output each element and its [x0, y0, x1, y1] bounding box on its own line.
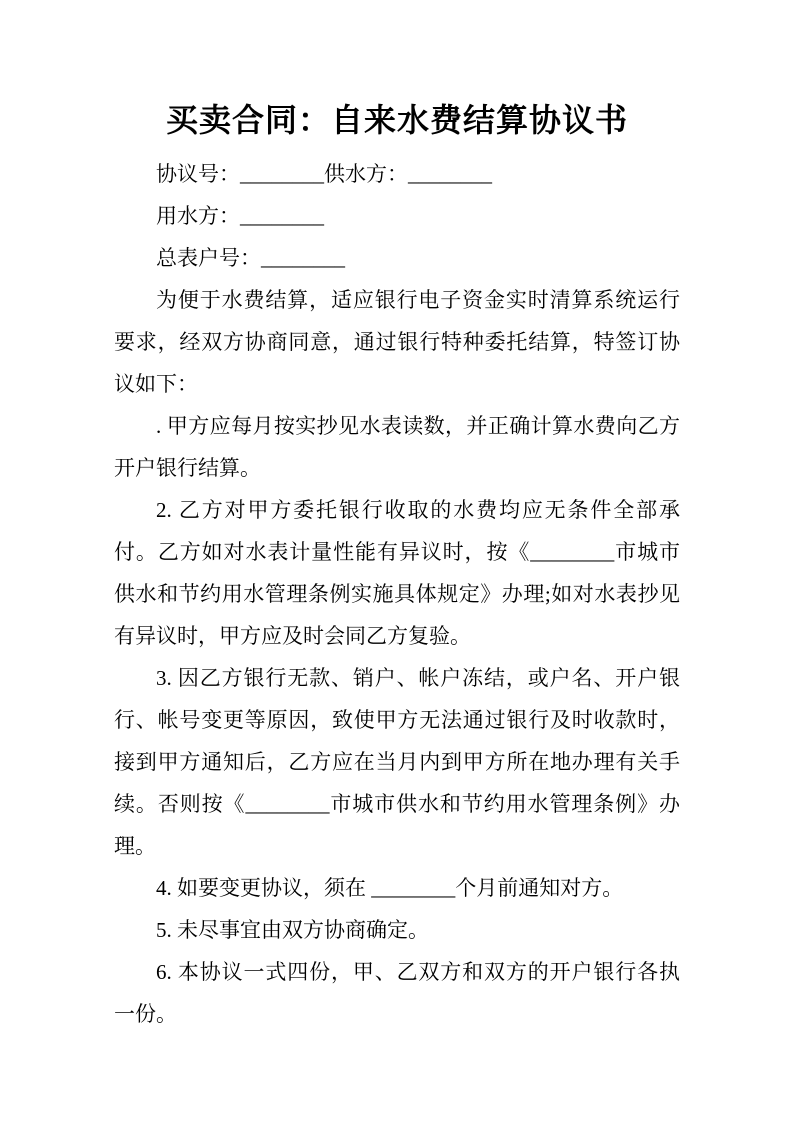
- document-body: [114, 153, 680, 1035]
- field-line-water-user: 用水方：________: [156, 204, 324, 228]
- clause-3-paragraph: 3. 因乙方银行无款、销户、帐户冻结，或户名、开户银行、帐号变更等原因，致使甲方无法通过银行及时收款时，接到甲方通知后，乙方应在当月内到甲方所在地办理有关手续。否则按《________市城市供水和节约用水管理条例》办理。: [114, 666, 680, 858]
- document-title: 买卖合同：自来水费结算协议书: [165, 102, 628, 138]
- clause-5-paragraph: 5. 未尽事宜由双方协商确定。: [156, 918, 429, 942]
- preamble-paragraph: 为便于水费结算，适应银行电子资金实时清算系统运行要求，经双方协商同意，通过银行特种委托结算，特签订协议如下：: [114, 288, 680, 396]
- clause-6-paragraph: 6. 本协议一式四份，甲、乙双方和双方的开户银行各执一份。: [114, 960, 680, 1026]
- clause-1-paragraph: . 甲方应每月按实抄见水表读数，并正确计算水费向乙方开户银行结算。: [114, 414, 680, 480]
- clause-4-paragraph: 4. 如要变更协议，须在 ________个月前通知对方。: [156, 876, 624, 900]
- clause-2-paragraph: 2. 乙方对甲方委托银行收取的水费均应无条件全部承付。乙方如对水表计量性能有异议时，按《________市城市供水和节约用水管理条例实施具体规定》办理;如对水表抄见有异议时，甲方应及时会同乙方复验。: [114, 498, 680, 648]
- field-line-master-meter-account: 总表户号：________: [156, 246, 345, 270]
- field-line-agreement-and-supplier: 协议号：________供水方：________: [156, 162, 492, 186]
